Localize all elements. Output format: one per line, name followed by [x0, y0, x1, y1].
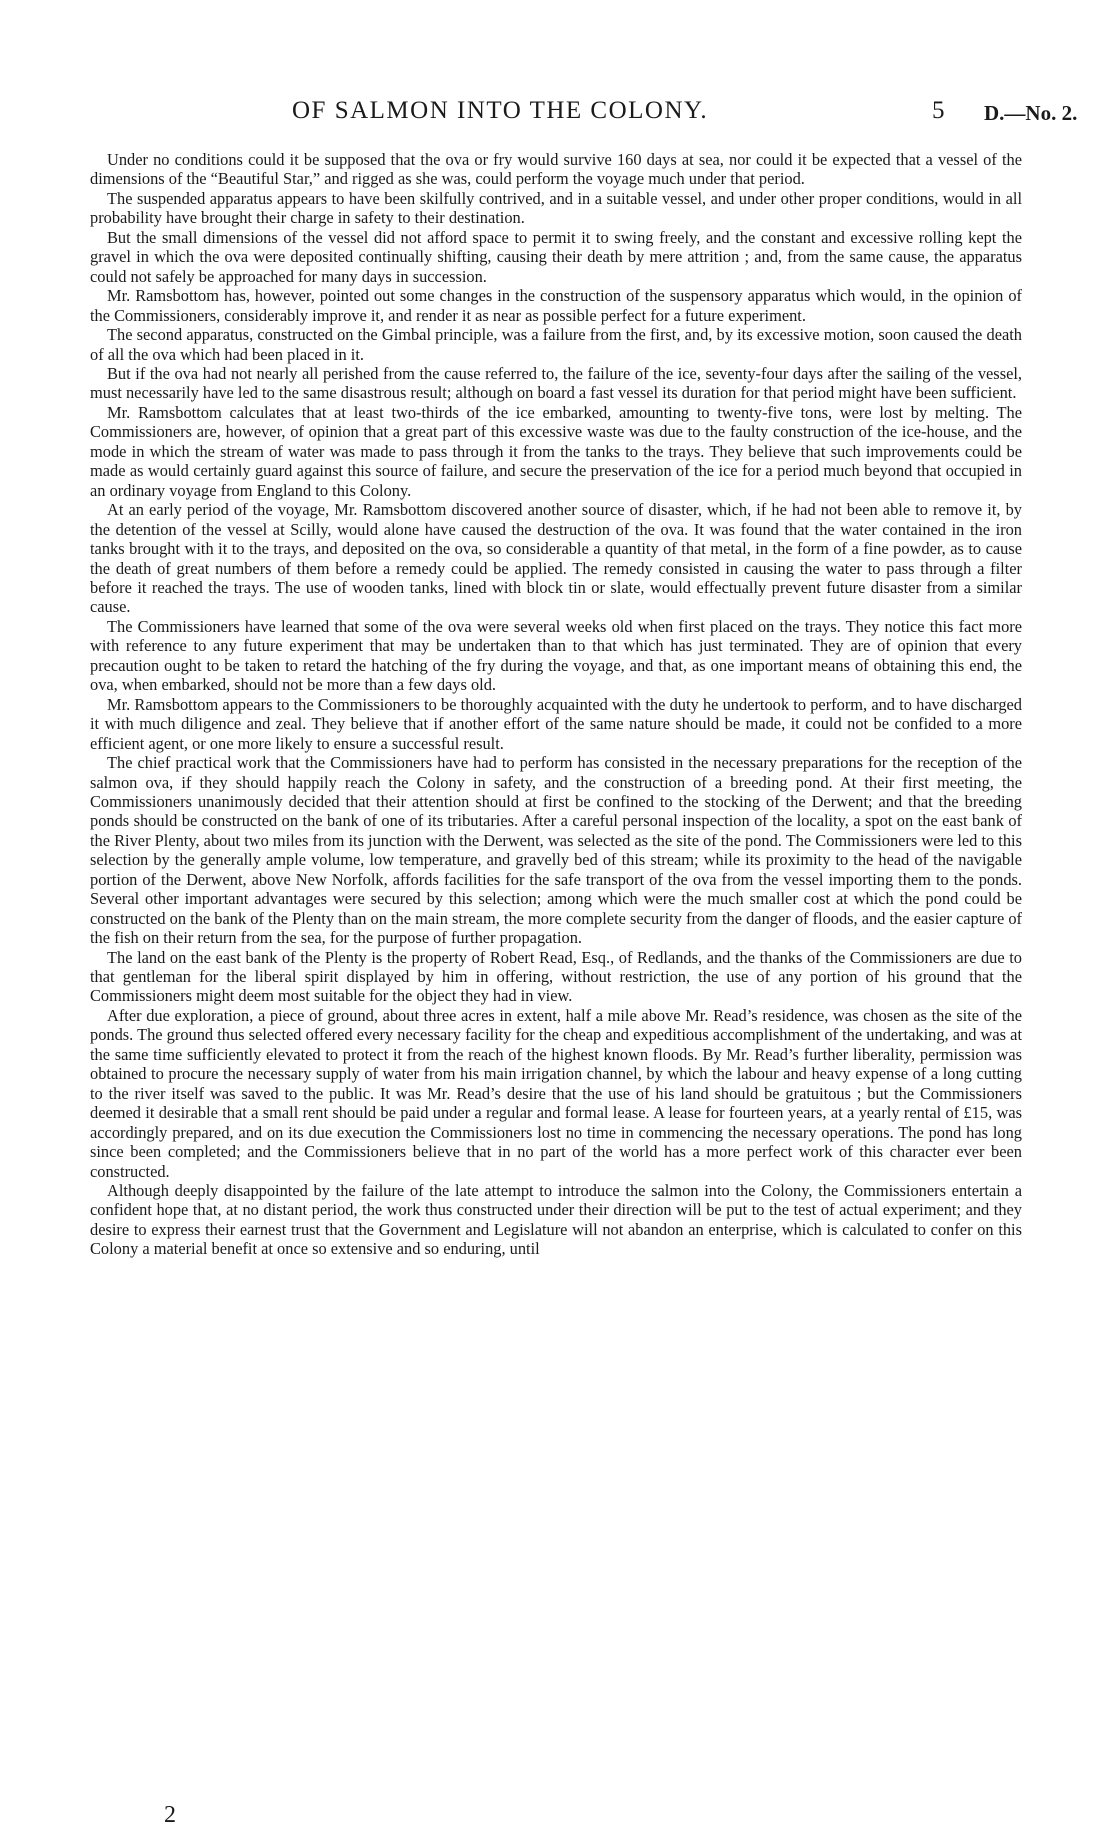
- paragraph: The chief practical work that the Commissioners have had to perform has consisted in the necessary preparations for the reception of the salmon ova, if they should happily reach the Colony in safety, and the construction of a breeding pond. At their first meeting, the Commissioners unanimously decided that their attention should at first be confined to the stocking of the Derwent; and that the breeding ponds should be constructed on the bank of one of its tributaries. After a careful personal inspection of the locality, a spot on the east bank of the River Plenty, about two miles from its junction with the Derwent, was selected as the site of the pond. The Commissioners were led to this selection by the generally ample volume, low temperature, and gravelly bed of this stream; while its proximity to the head of the navigable portion of the Derwent, above New Norfolk, affords facilities for the safe transport of the ova from the vessel importing them to the ponds. Several other important advantages were secured by this selection; among which were the much smaller cost at which the pond could be constructed on the bank of the Plenty than on the main stream, the more complete security from the danger of floods, and the easier capture of the fish on their return from the sea, for the purpose of further propagation.: [90, 753, 1022, 948]
- paragraph: After due exploration, a piece of ground, about three acres in extent, half a mile above Mr. Read’s residence, was chosen as the site of the ponds. The ground thus selected offered every necessary facility for the cheap and expeditious accomplishment of the undertaking, and was at the same time sufficiently elevated to protect it from the reach of the highest known floods. By Mr. Read’s further liberality, permission was obtained to procure the necessary supply of water from his main irrigation channel, by which the labour and heavy expense of a long cutting to the river itself was saved to the public. It was Mr. Read’s desire that the use of his land should be gratuitous ; but the Commissioners deemed it desirable that a small rent should be paid under a regular and formal lease. A lease for fourteen years, at a yearly rental of £15, was accordingly prepared, and on its due execution the Commissioners lost no time in commencing the necessary operations. The pond has long since been completed; and the Commissioners believe that in no part of the world has a more perfect work of this character ever been constructed.: [90, 1005, 1022, 1181]
- paragraph: The land on the east bank of the Plenty is the property of Robert Read, Esq., of Redlands, and the thanks of the Commissioners are due to that gentleman for the liberal spirit displayed by him in offering, without restriction, the use of any portion of his ground that the Commissioners might deem most suitable for the object they had in view.: [90, 947, 1022, 1006]
- document-reference: D.—No. 2.: [984, 101, 1078, 125]
- paragraph: Although deeply disappointed by the failure of the late attempt to introduce the salmon into the Colony, the Commissioners entertain a confident hope that, at no distant period, the work thus constructed under their direction will be put to the test of actual experiment; and they desire to express their earnest trust that the Government and Legislature will not abandon an enterprise, which is calculated to confer on this Colony a material benefit at once so extensive and so enduring, until: [90, 1181, 1022, 1259]
- page-number: 5: [932, 97, 945, 124]
- paragraph: The suspended apparatus appears to have been skilfully contrived, and in a suitable vessel, and under other proper conditions, would in all probability have brought their charge in safety to their destination.: [90, 188, 1022, 228]
- paragraph: The Commissioners have learned that some of the ova were several weeks old when first placed on the trays. They notice this fact more with reference to any future experiment that may be undertaken than to that which has just terminated. They are of opinion that every precaution ought to be taken to retard the hatching of the fry during the voyage, and that, as one important means of obtaining this end, the ova, when embarked, should not be more than a few days old.: [90, 616, 1022, 695]
- printer-signature-mark: 2: [164, 1802, 176, 1828]
- paragraph: At an early period of the voyage, Mr. Ramsbottom discovered another source of disaster, which, if he had not been able to remove it, by the detention of the vessel at Scilly, would alone have caused the destruction of the ova. It was found that the water contained in the iron tanks brought with it to the trays, and deposited on the ova, so considerable a quantity of that metal, in the form of a fine powder, as to cause the death of great numbers of them before a remedy could be applied. The remedy consisted in causing the water to pass through a filter before it reached the trays. The use of wooden tanks, lined with block tin or slate, would effectually prevent future disaster from a similar cause.: [90, 500, 1022, 617]
- paragraph: Mr. Ramsbottom calculates that at least two-thirds of the ice embarked, amounting to twenty-five tons, were lost by melting. The Commissioners are, however, of opinion that a great part of this excessive waste was due to the faulty construction of the ice-house, and the mode in which the stream of water was made to pass through it from the tanks to the trays. They believe that such improvements could be made as would certainly guard against this source of failure, and secure the preservation of the ice for a period much beyond that occupied in an ordinary voyage from England to this Colony.: [90, 402, 1022, 500]
- body-text: [90, 150, 1022, 1259]
- paragraph: Under no conditions could it be supposed that the ova or fry would survive 160 days at sea, nor could it be expected that a vessel of the dimensions of the “Beautiful Star,” and rigged as she was, could perform the voyage much under that period.: [90, 150, 1022, 189]
- paragraph: Mr. Ramsbottom appears to the Commissioners to be thoroughly acquainted with the duty he undertook to perform, and to have discharged it with much diligence and zeal. They believe that if another effort of the same nature should be made, it could not be confided to a more efficient agent, or one more likely to ensure a successful result.: [90, 694, 1022, 753]
- paragraph: The second apparatus, constructed on the Gimbal principle, was a failure from the first, and, by its excessive motion, soon caused the death of all the ova which had been placed in it.: [90, 325, 1022, 364]
- paragraph: But the small dimensions of the vessel did not afford space to permit it to swing freely, and the constant and excessive rolling kept the gravel in which the ova were deposited continually shifting, causing their death by mere attrition ; and, from the same cause, the apparatus could not safely be approached for many days in succession.: [90, 227, 1022, 286]
- running-title: OF SALMON INTO THE COLONY.: [292, 97, 709, 124]
- paragraph: But if the ova had not nearly all perished from the cause referred to, the failure of the ice, seventy-four days after the sailing of the vessel, must necessarily have led to the same disastrous result; although on board a fast vessel its duration for that period might have been sufficient.: [90, 363, 1022, 403]
- paragraph: Mr. Ramsbottom has, however, pointed out some changes in the construction of the suspensory apparatus which would, in the opinion of the Commissioners, considerably improve it, and render it as near as possible perfect for a future experiment.: [90, 286, 1022, 325]
